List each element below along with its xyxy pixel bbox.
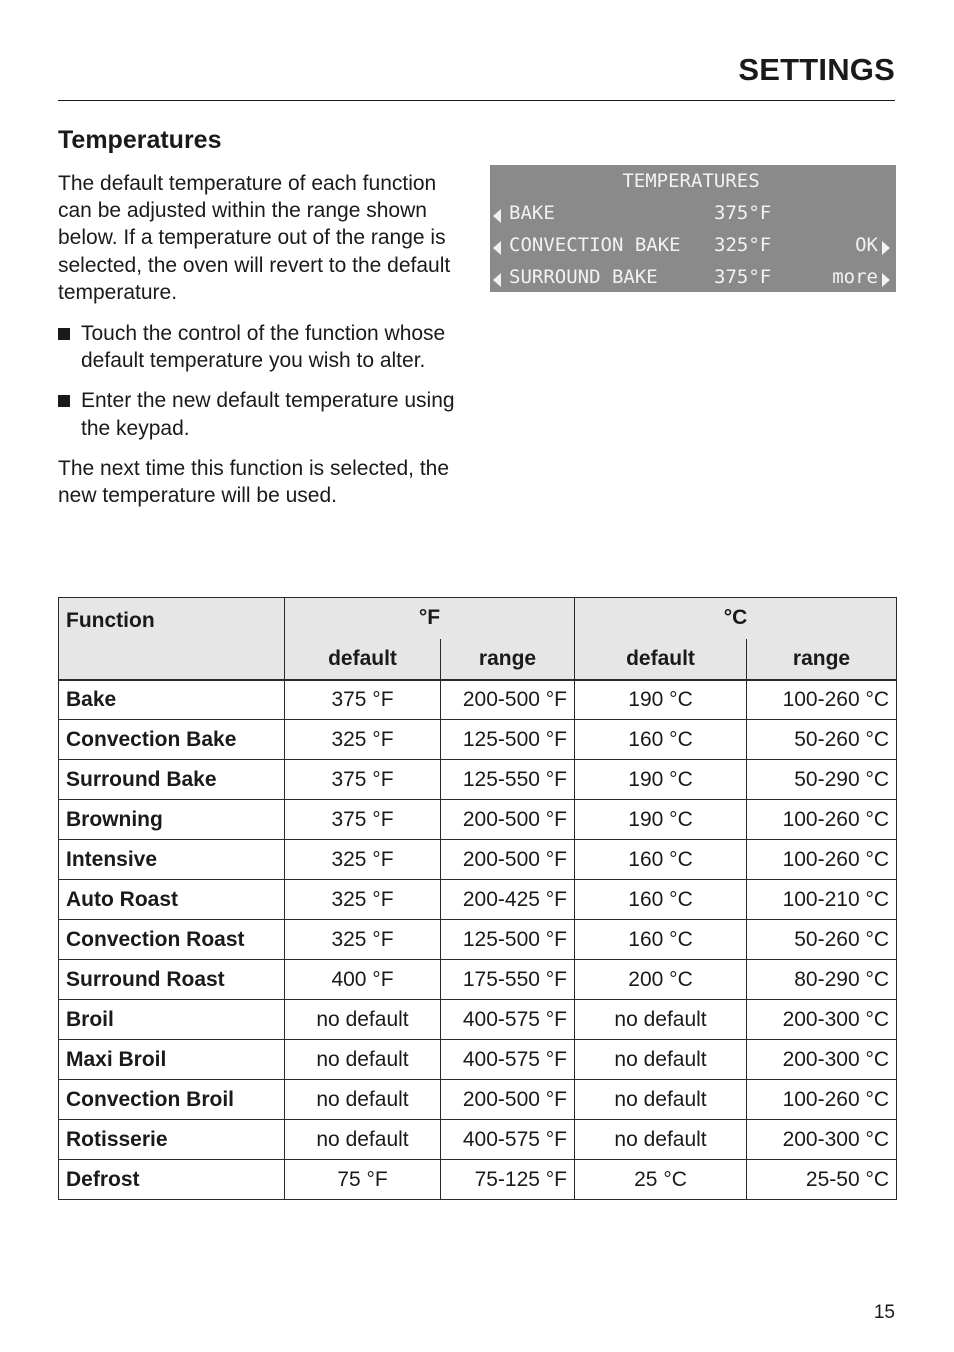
header-divider xyxy=(58,100,895,101)
page-header-title: SETTINGS xyxy=(738,52,895,87)
cell-c-range: 80-290 °C xyxy=(747,960,897,1000)
cell-function: Bake xyxy=(59,680,285,720)
column-header-function: Function xyxy=(59,598,285,680)
table-row xyxy=(59,1000,897,1040)
cell-function: Convection Bake xyxy=(59,720,285,760)
cell-function: Auto Roast xyxy=(59,880,285,920)
cell-f-range: 125-550 °F xyxy=(441,760,575,800)
table-row xyxy=(59,1040,897,1080)
cell-f-default: 325 °F xyxy=(285,720,441,760)
bullet-square-icon xyxy=(58,395,70,407)
table-row xyxy=(59,880,897,920)
display-row-convection-bake xyxy=(490,234,896,264)
column-group-celsius: °C xyxy=(575,598,897,639)
cell-c-default: 160 °C xyxy=(575,880,747,920)
cell-f-range: 200-500 °F xyxy=(441,680,575,720)
cell-function: Intensive xyxy=(59,840,285,880)
bullet-text: Enter the new default temperature using the keypad. xyxy=(81,389,455,440)
cell-function: Defrost xyxy=(59,1160,285,1200)
cell-c-range: 50-260 °C xyxy=(747,920,897,960)
cell-f-default: no default xyxy=(285,1080,441,1120)
cell-f-range: 200-500 °F xyxy=(441,800,575,840)
table-row xyxy=(59,1080,897,1120)
cell-f-range: 200-500 °F xyxy=(441,840,575,880)
oven-display-panel xyxy=(490,165,896,292)
table-row xyxy=(59,760,897,800)
cell-f-default: 325 °F xyxy=(285,880,441,920)
cell-c-default: no default xyxy=(575,1080,747,1120)
arrow-right-icon xyxy=(882,273,890,287)
cell-function: Rotisserie xyxy=(59,1120,285,1160)
cell-f-default: 400 °F xyxy=(285,960,441,1000)
cell-c-default: 200 °C xyxy=(575,960,747,1000)
cell-f-default: 375 °F xyxy=(285,680,441,720)
instructions-column xyxy=(58,170,458,523)
cell-f-range: 400-575 °F xyxy=(441,1000,575,1040)
arrow-left-icon xyxy=(493,273,501,287)
cell-function: Convection Broil xyxy=(59,1080,285,1120)
cell-f-range: 400-575 °F xyxy=(441,1120,575,1160)
display-row-temp: 325°F xyxy=(714,234,772,256)
cell-f-default: 325 °F xyxy=(285,920,441,960)
instruction-bullet xyxy=(58,387,458,441)
display-row-label: CONVECTION BAKE xyxy=(509,234,681,256)
cell-c-default: no default xyxy=(575,1120,747,1160)
cell-c-default: 25 °C xyxy=(575,1160,747,1200)
display-row-label: SURROUND BAKE xyxy=(509,266,658,288)
cell-f-range: 125-500 °F xyxy=(441,720,575,760)
display-row-label: BAKE xyxy=(509,202,555,224)
column-group-fahrenheit: °F xyxy=(285,598,575,639)
cell-c-range: 200-300 °C xyxy=(747,1120,897,1160)
cell-function: Convection Roast xyxy=(59,920,285,960)
cell-c-default: no default xyxy=(575,1000,747,1040)
display-row-temp: 375°F xyxy=(714,266,772,288)
column-header-f-default: default xyxy=(285,639,441,680)
cell-f-default: no default xyxy=(285,1040,441,1080)
cell-c-default: 190 °C xyxy=(575,760,747,800)
cell-c-range: 100-260 °C xyxy=(747,800,897,840)
column-header-c-default: default xyxy=(575,639,747,680)
cell-f-range: 400-575 °F xyxy=(441,1040,575,1080)
table-row xyxy=(59,840,897,880)
cell-function: Browning xyxy=(59,800,285,840)
cell-function: Surround Roast xyxy=(59,960,285,1000)
cell-f-default: 375 °F xyxy=(285,760,441,800)
cell-f-range: 200-425 °F xyxy=(441,880,575,920)
display-row-surround-bake xyxy=(490,266,896,296)
table-row xyxy=(59,800,897,840)
instruction-bullet xyxy=(58,320,458,374)
column-header-c-range: range xyxy=(747,639,897,680)
cell-f-default: no default xyxy=(285,1000,441,1040)
table-row xyxy=(59,720,897,760)
display-row-temp: 375°F xyxy=(714,202,772,224)
cell-f-range: 200-500 °F xyxy=(441,1080,575,1120)
arrow-left-icon xyxy=(493,209,501,223)
cell-f-default: 75 °F xyxy=(285,1160,441,1200)
table-row xyxy=(59,1120,897,1160)
cell-function: Surround Bake xyxy=(59,760,285,800)
table-body xyxy=(59,680,897,1200)
display-more-label: more xyxy=(832,266,878,288)
cell-c-default: 190 °C xyxy=(575,680,747,720)
cell-f-default: 375 °F xyxy=(285,800,441,840)
display-ok-label: OK xyxy=(855,234,878,256)
arrow-left-icon xyxy=(493,241,501,255)
cell-function: Broil xyxy=(59,1000,285,1040)
bullet-text: Touch the control of the function whose default temperature you wish to alter. xyxy=(81,322,446,373)
section-title: Temperatures xyxy=(58,126,222,154)
cell-c-range: 200-300 °C xyxy=(747,1040,897,1080)
cell-f-range: 175-550 °F xyxy=(441,960,575,1000)
cell-f-range: 125-500 °F xyxy=(441,920,575,960)
cell-c-range: 50-290 °C xyxy=(747,760,897,800)
outro-paragraph: The next time this function is selected, the new temperature will be used. xyxy=(58,456,450,508)
cell-f-range: 75-125 °F xyxy=(441,1160,575,1200)
cell-c-range: 100-260 °C xyxy=(747,680,897,720)
column-header-f-range: range xyxy=(441,639,575,680)
display-title: TEMPERATURES xyxy=(622,170,760,192)
cell-c-default: 160 °C xyxy=(575,920,747,960)
cell-c-range: 100-260 °C xyxy=(747,840,897,880)
cell-c-range: 50-260 °C xyxy=(747,720,897,760)
cell-c-default: 160 °C xyxy=(575,840,747,880)
bullet-square-icon xyxy=(58,328,70,340)
temperatures-table xyxy=(58,597,897,1200)
cell-f-default: no default xyxy=(285,1120,441,1160)
page-number: 15 xyxy=(873,1302,895,1323)
display-row-bake xyxy=(490,202,896,232)
cell-c-default: no default xyxy=(575,1040,747,1080)
cell-c-range: 100-260 °C xyxy=(747,1080,897,1120)
table-row xyxy=(59,960,897,1000)
arrow-right-icon xyxy=(882,241,890,255)
cell-c-default: 160 °C xyxy=(575,720,747,760)
cell-c-default: 190 °C xyxy=(575,800,747,840)
table-row xyxy=(59,920,897,960)
cell-c-range: 100-210 °C xyxy=(747,880,897,920)
intro-paragraph: The default temperature of each function can be adjusted within the range shown below. If a temperature out of the range is selected, the oven will revert to the default temperature. xyxy=(58,172,451,304)
cell-function: Maxi Broil xyxy=(59,1040,285,1080)
cell-c-range: 25-50 °C xyxy=(747,1160,897,1200)
table-row xyxy=(59,680,897,720)
cell-f-default: 325 °F xyxy=(285,840,441,880)
cell-c-range: 200-300 °C xyxy=(747,1000,897,1040)
table-row xyxy=(59,1160,897,1200)
